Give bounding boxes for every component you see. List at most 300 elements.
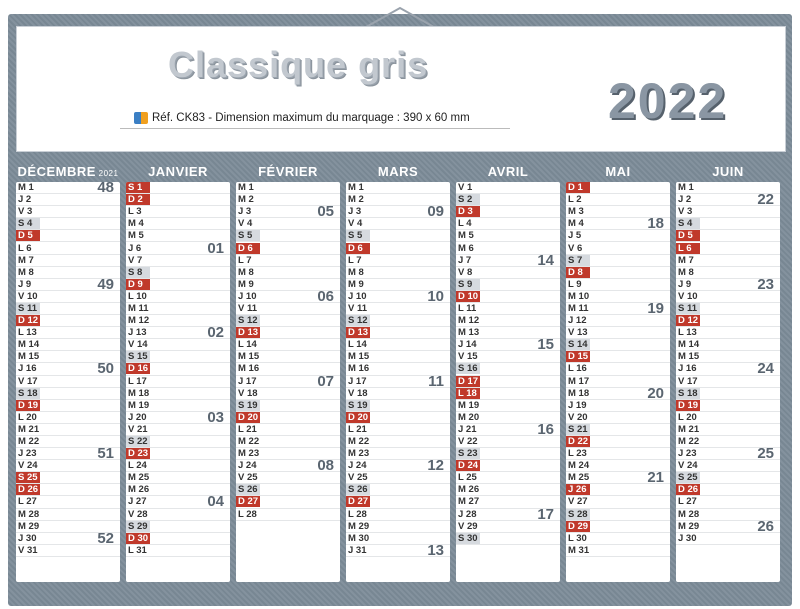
day-row	[456, 351, 560, 363]
day-label: M 8	[348, 266, 364, 278]
day-row	[16, 339, 120, 351]
day-label: S 18	[676, 388, 700, 399]
day-row	[236, 496, 340, 508]
week-number: 13	[427, 541, 444, 559]
day-row	[456, 436, 560, 448]
day-label: S 15	[126, 351, 150, 362]
day-label: V 27	[568, 496, 588, 508]
day-row	[566, 448, 670, 460]
day-row	[346, 303, 450, 315]
months-grid	[16, 162, 786, 592]
day-label: J 10	[238, 290, 257, 302]
day-row	[566, 469, 670, 487]
day-row	[676, 460, 780, 472]
day-label: M 16	[348, 363, 370, 375]
day-row	[16, 255, 120, 267]
day-label: S 12	[346, 315, 370, 326]
day-row	[346, 255, 450, 267]
day-label: D 19	[678, 399, 699, 411]
day-label: V 13	[568, 327, 588, 339]
day-row	[126, 493, 230, 511]
month-column	[676, 162, 780, 582]
day-label: M 3	[568, 206, 584, 218]
week-number: 23	[757, 275, 774, 293]
day-label: S 30	[456, 533, 480, 544]
day-label: L 31	[128, 544, 147, 556]
day-label: J 21	[458, 423, 477, 435]
day-row	[236, 472, 340, 484]
month-column	[236, 162, 340, 582]
day-row	[566, 363, 670, 375]
day-row	[346, 521, 450, 533]
day-label: D 23	[128, 448, 149, 460]
day-row	[16, 194, 120, 206]
day-row	[566, 400, 670, 412]
day-label: D 13	[348, 327, 369, 339]
day-row	[126, 291, 230, 303]
day-label: V 14	[128, 339, 148, 351]
day-label: M 12	[128, 315, 150, 327]
day-row	[346, 457, 450, 475]
day-row	[566, 315, 670, 327]
day-row	[456, 376, 560, 388]
day-row	[566, 327, 670, 339]
day-label: M 22	[678, 436, 700, 448]
day-row	[346, 436, 450, 448]
day-row	[566, 533, 670, 545]
day-label: L 9	[568, 278, 582, 290]
day-row	[566, 339, 670, 351]
month-name-text: AVRIL	[487, 164, 529, 179]
day-label: M 21	[18, 423, 40, 435]
calendar-title: Classique gris	[168, 44, 429, 85]
day-label: L 2	[568, 194, 582, 206]
day-row	[126, 376, 230, 388]
day-label: V 4	[348, 218, 363, 230]
day-row	[346, 484, 450, 496]
day-row	[676, 376, 780, 388]
day-label: M 8	[238, 266, 254, 278]
day-row	[346, 242, 450, 254]
day-label: M 1	[238, 182, 254, 194]
day-row	[126, 448, 230, 460]
day-label: V 8	[458, 266, 473, 278]
day-label: M 16	[238, 363, 260, 375]
day-label: M 26	[128, 484, 150, 496]
day-row	[676, 517, 780, 535]
day-label: J 2	[18, 194, 32, 206]
day-label: M 1	[18, 182, 34, 194]
week-number: 18	[647, 215, 664, 233]
day-row	[126, 408, 230, 426]
day-row	[456, 460, 560, 472]
day-row	[676, 360, 780, 378]
reference-text: Réf. CK83 - Dimension maximum du marquage : 390 x 60 mm	[152, 112, 470, 124]
day-label: L 17	[128, 375, 147, 387]
day-row	[456, 279, 560, 291]
day-row	[126, 239, 230, 257]
day-label: S 21	[566, 424, 590, 435]
month-column	[16, 162, 120, 582]
day-label: D 1	[566, 182, 590, 193]
day-row	[676, 303, 780, 315]
day-row	[236, 315, 340, 327]
day-label: M 23	[348, 448, 370, 460]
day-row	[126, 206, 230, 218]
day-row	[236, 182, 340, 194]
day-label: J 9	[18, 278, 32, 290]
day-label: L 6	[676, 243, 700, 254]
day-label: J 23	[678, 448, 697, 460]
month-name-text: FÉVRIER	[258, 164, 318, 179]
week-number: 51	[97, 445, 114, 463]
day-label: L 20	[18, 411, 37, 423]
day-row	[16, 291, 120, 303]
day-label: M 15	[18, 351, 40, 363]
day-row	[126, 424, 230, 436]
day-label: L 28	[238, 508, 257, 520]
brand-logo-icon	[134, 112, 148, 124]
week-number: 07	[317, 372, 334, 390]
day-row	[346, 339, 450, 351]
day-row	[456, 388, 560, 400]
day-label: V 24	[18, 460, 38, 472]
day-label: M 15	[238, 351, 260, 363]
day-label: V 28	[128, 508, 148, 520]
day-label: V 4	[238, 218, 253, 230]
day-row	[16, 218, 120, 230]
week-number: 25	[757, 445, 774, 463]
week-number: 14	[537, 251, 554, 269]
day-label: M 29	[678, 520, 700, 532]
day-row	[456, 303, 560, 315]
day-label: J 28	[458, 508, 477, 520]
day-label: M 5	[458, 230, 474, 242]
day-label: J 24	[348, 460, 367, 472]
day-label: J 24	[238, 460, 257, 472]
day-label: D 5	[16, 230, 40, 241]
day-row	[346, 315, 450, 327]
day-row	[16, 472, 120, 484]
day-row	[456, 194, 560, 206]
day-row	[456, 400, 560, 412]
day-label: J 5	[568, 230, 582, 242]
day-label: L 27	[18, 496, 37, 508]
day-label: S 19	[346, 400, 370, 411]
week-number: 08	[317, 457, 334, 475]
day-label: S 25	[676, 472, 700, 483]
day-row	[566, 230, 670, 242]
day-label: D 19	[18, 399, 39, 411]
day-label: S 26	[346, 484, 370, 495]
day-label: L 14	[238, 339, 257, 351]
day-row	[126, 267, 230, 279]
week-number: 02	[207, 324, 224, 342]
month-name	[236, 162, 340, 182]
day-label: L 25	[458, 472, 477, 484]
day-label: J 30	[678, 532, 697, 544]
day-label: V 17	[18, 375, 38, 387]
week-number: 16	[537, 420, 554, 438]
day-label: J 2	[678, 194, 692, 206]
month-days	[236, 182, 340, 582]
day-label: V 11	[348, 302, 368, 314]
day-row	[566, 255, 670, 267]
day-row	[676, 484, 780, 496]
month-name	[126, 162, 230, 182]
day-row	[566, 496, 670, 508]
week-number: 48	[97, 182, 114, 197]
day-label: M 22	[18, 436, 40, 448]
day-row	[456, 363, 560, 375]
day-row	[566, 521, 670, 533]
month-column	[566, 162, 670, 582]
day-row	[456, 291, 560, 303]
week-number: 22	[757, 191, 774, 209]
day-label: M 5	[128, 230, 144, 242]
day-label: D 12	[18, 315, 39, 327]
day-row	[236, 255, 340, 267]
day-label: L 21	[348, 423, 367, 435]
day-row	[566, 424, 670, 436]
day-label: L 7	[238, 254, 252, 266]
day-label: S 11	[16, 303, 40, 314]
day-row	[346, 509, 450, 521]
month-days	[566, 182, 670, 582]
day-label: M 25	[128, 472, 150, 484]
day-row	[126, 218, 230, 230]
reference-divider	[120, 128, 510, 129]
day-label: V 10	[18, 290, 38, 302]
day-label: M 6	[458, 242, 474, 254]
day-row	[236, 388, 340, 400]
day-row	[566, 279, 670, 291]
day-label: M 19	[458, 399, 480, 411]
day-label: J 27	[128, 496, 147, 508]
day-label: J 19	[568, 399, 587, 411]
day-row	[566, 412, 670, 424]
week-number: 06	[317, 287, 334, 305]
day-row	[456, 420, 560, 438]
day-label: M 8	[18, 266, 34, 278]
day-row	[126, 363, 230, 375]
day-label: D 8	[566, 267, 590, 278]
day-label: M 31	[568, 544, 590, 556]
day-row	[676, 275, 780, 293]
day-label: J 3	[348, 206, 362, 218]
day-row	[236, 424, 340, 436]
day-row	[236, 230, 340, 242]
day-row	[566, 509, 670, 521]
day-label: S 22	[126, 436, 150, 447]
day-label: L 14	[348, 339, 367, 351]
day-row	[456, 336, 560, 354]
week-number: 10	[427, 287, 444, 305]
day-label: M 9	[238, 278, 254, 290]
day-row	[676, 339, 780, 351]
day-row	[236, 351, 340, 363]
day-row	[346, 182, 450, 194]
day-row	[676, 496, 780, 508]
day-row	[16, 327, 120, 339]
day-label: J 17	[348, 375, 367, 387]
month-column	[456, 162, 560, 582]
day-label: L 13	[678, 327, 697, 339]
day-row	[126, 303, 230, 315]
day-row	[126, 509, 230, 521]
day-row	[566, 545, 670, 557]
month-column	[346, 162, 450, 582]
month-name	[16, 162, 120, 182]
day-label: L 4	[458, 218, 472, 230]
day-label: V 3	[678, 206, 693, 218]
day-row	[126, 339, 230, 351]
day-label: S 16	[456, 363, 480, 374]
day-label: V 3	[18, 206, 33, 218]
day-row	[346, 424, 450, 436]
day-row	[566, 351, 670, 363]
day-row	[236, 287, 340, 305]
month-name-text: DÉCEMBRE	[17, 164, 96, 179]
month-name	[566, 162, 670, 182]
day-label: M 20	[458, 411, 480, 423]
day-row	[346, 351, 450, 363]
day-label: L 6	[18, 242, 32, 254]
day-row	[126, 521, 230, 533]
day-row	[346, 496, 450, 508]
day-label: S 7	[566, 255, 590, 266]
day-row	[566, 215, 670, 233]
day-row	[126, 324, 230, 342]
day-row	[126, 545, 230, 557]
day-row	[566, 484, 670, 496]
day-label: D 22	[568, 436, 589, 448]
day-row	[456, 267, 560, 279]
day-row	[126, 533, 230, 545]
day-label: S 5	[236, 230, 260, 241]
day-label: J 9	[678, 278, 692, 290]
day-label: M 25	[568, 472, 590, 484]
month-name	[456, 162, 560, 182]
day-label: L 27	[678, 496, 697, 508]
day-row	[236, 339, 340, 351]
day-row	[676, 445, 780, 463]
day-label: S 18	[16, 388, 40, 399]
day-row	[16, 303, 120, 315]
day-label: V 25	[348, 472, 368, 484]
month-name-text: JANVIER	[148, 164, 208, 179]
day-row	[676, 533, 780, 545]
calendar-year: 2022	[608, 73, 728, 129]
month-name	[676, 162, 780, 182]
day-row	[456, 206, 560, 218]
day-label: M 22	[238, 436, 260, 448]
day-label: M 15	[348, 351, 370, 363]
day-label: L 30	[568, 532, 587, 544]
week-number: 09	[427, 203, 444, 221]
day-label: S 5	[346, 230, 370, 241]
month-name-text: JUIN	[712, 164, 744, 179]
day-row	[346, 372, 450, 390]
day-row	[16, 275, 120, 293]
day-row	[676, 206, 780, 218]
day-label: V 10	[678, 290, 698, 302]
day-label: L 3	[128, 206, 142, 218]
week-number: 50	[97, 360, 114, 378]
day-label: M 14	[18, 339, 40, 351]
day-label: M 10	[568, 290, 590, 302]
day-row	[16, 230, 120, 242]
day-label: M 12	[458, 315, 480, 327]
day-label: S 12	[236, 315, 260, 326]
day-row	[16, 496, 120, 508]
week-number: 04	[207, 493, 224, 511]
day-row	[16, 206, 120, 218]
day-label: D 10	[458, 290, 479, 302]
day-row	[16, 315, 120, 327]
day-label: D 6	[236, 243, 260, 254]
day-label: M 22	[348, 436, 370, 448]
day-label: M 18	[568, 387, 590, 399]
day-label: S 4	[16, 218, 40, 229]
day-label: D 30	[128, 532, 149, 544]
week-number: 01	[207, 239, 224, 257]
day-label: V 11	[238, 302, 258, 314]
day-row	[566, 436, 670, 448]
day-label: J 17	[238, 375, 257, 387]
day-row	[236, 242, 340, 254]
day-row	[16, 460, 120, 472]
day-row	[346, 388, 450, 400]
week-number: 15	[537, 336, 554, 354]
day-label: V 1	[458, 182, 473, 194]
day-label: M 23	[238, 448, 260, 460]
day-label: M 19	[128, 399, 150, 411]
day-label: M 2	[348, 194, 364, 206]
week-number: 12	[427, 457, 444, 475]
week-number: 26	[757, 517, 774, 535]
day-label: S 1	[126, 182, 150, 193]
day-label: J 30	[18, 532, 37, 544]
day-row	[566, 242, 670, 254]
day-label: M 28	[18, 508, 40, 520]
month-name	[346, 162, 450, 182]
day-row	[676, 400, 780, 412]
month-days	[676, 182, 780, 582]
day-label: S 25	[16, 472, 40, 483]
day-label: V 7	[128, 254, 143, 266]
day-row	[16, 400, 120, 412]
day-row	[676, 412, 780, 424]
day-row	[676, 327, 780, 339]
day-label: D 29	[568, 520, 589, 532]
week-number: 49	[97, 275, 114, 293]
day-row	[16, 484, 120, 496]
month-days	[16, 182, 120, 582]
day-row	[126, 255, 230, 267]
day-row	[676, 291, 780, 303]
day-row	[126, 279, 230, 291]
day-row	[236, 203, 340, 221]
day-row	[16, 545, 120, 557]
day-row	[16, 182, 120, 197]
day-label: J 16	[678, 363, 697, 375]
day-label: M 1	[348, 182, 364, 194]
day-label: V 31	[18, 544, 38, 556]
day-label: J 13	[128, 327, 147, 339]
day-row	[346, 541, 450, 559]
day-label: V 15	[458, 351, 478, 363]
